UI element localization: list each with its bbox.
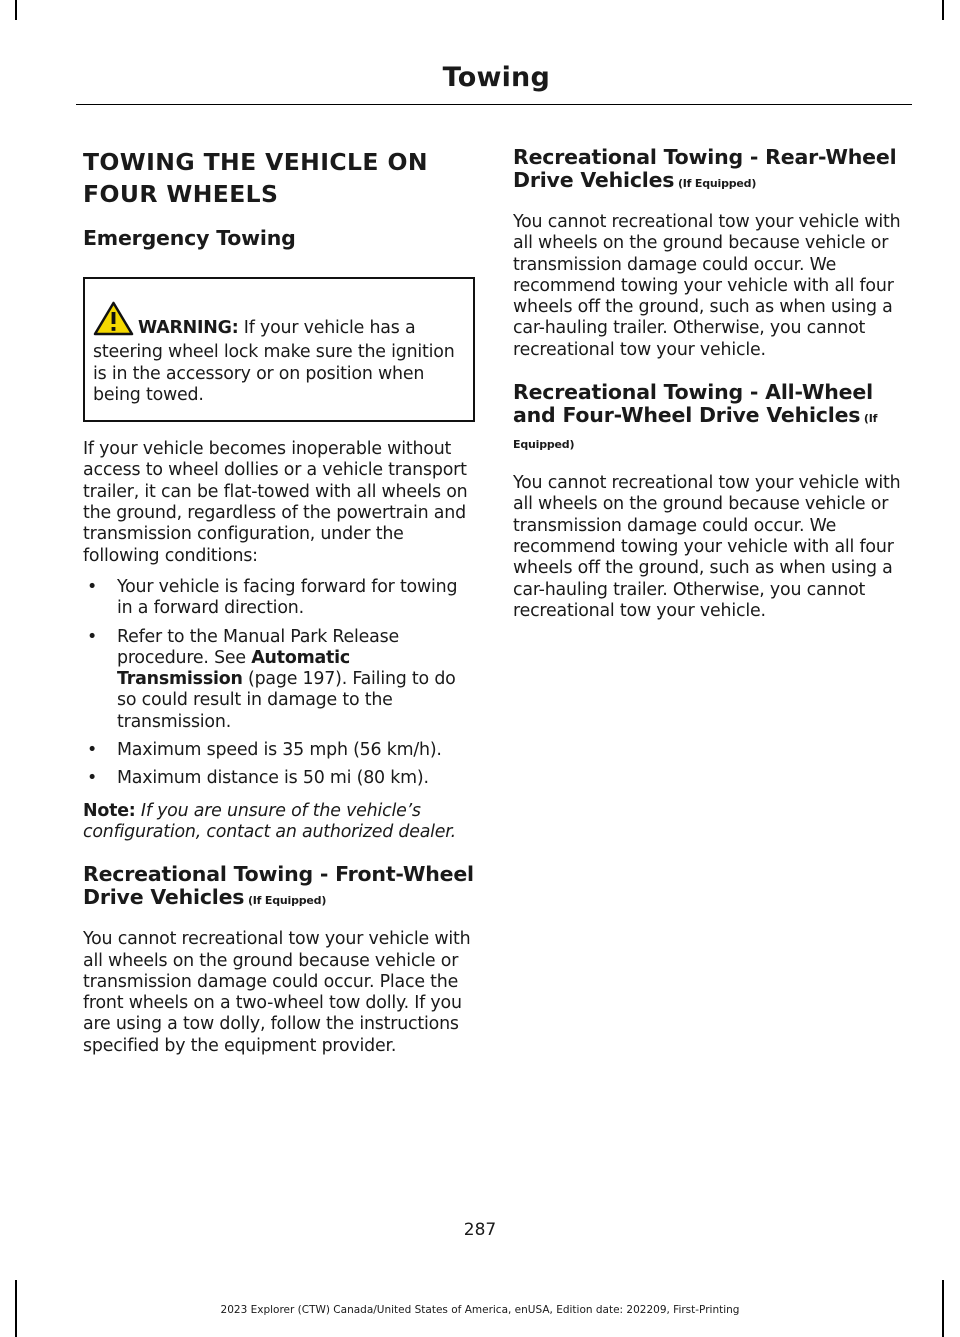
footer-edition-info: 2023 Explorer (CTW) Canada/United States of America, enUSA, Edition date: 202209, First-Printing: [220, 1304, 740, 1316]
bullet-icon: •: [87, 740, 98, 761]
subsection-title-front-wheel-drive: Recreational Towing - Front-Wheel Drive Vehicles (If Equipped): [83, 862, 474, 910]
page-header-title: Towing: [442, 62, 550, 93]
if-equipped-tag: (If Equipped): [513, 412, 878, 452]
header-divider: [76, 104, 912, 105]
list-item-text: Refer to the Manual Park Release procedure. See: [117, 626, 399, 668]
subsection-title-rear-wheel-drive: Recreational Towing - Rear-Wheel Drive Vehicles (If Equipped): [513, 145, 897, 192]
warning-label: WARNING:: [138, 318, 239, 338]
right-column: [513, 146, 905, 622]
crop-mark-top-left: [15, 0, 17, 20]
note-text: If you are unsure of the vehicle’s configuration, contact an authorized dealer.: [83, 800, 456, 842]
list-item-text: Maximum speed is 35 mph (56 km/h).: [117, 740, 442, 761]
warning-text: If your vehicle has a steering wheel lock make sure the ignition is in the accessory or on position when being towed.: [93, 318, 455, 405]
note-label: Note:: [83, 800, 136, 821]
if-equipped-tag: (If Equipped): [674, 177, 757, 190]
if-equipped-tag: (If Equipped): [244, 894, 327, 908]
rear-wheel-drive-paragraph: You cannot recreational tow your vehicle with all wheels on the ground because vehicle or transmission damage could occur. We recommend towing your vehicle with all four wheels off the ground, such as when using a car-hauling trailer. Otherwise, you cannot recreational tow your vehicle.: [513, 212, 901, 360]
left-column: [83, 146, 475, 1057]
section-title: TOWING THE VEHICLE ON FOUR WHEELS: [83, 148, 428, 208]
bullet-icon: •: [87, 768, 98, 789]
list-item-text: Your vehicle is facing forward for towing in a forward direction.: [117, 576, 458, 619]
subsection-title-emergency-towing: Emergency Towing: [83, 226, 296, 250]
crop-mark-top-right: [942, 0, 944, 20]
page-number: 287: [463, 1220, 497, 1240]
list-item: [83, 627, 475, 733]
all-wheel-drive-paragraph: You cannot recreational tow your vehicle with all wheels on the ground because vehicle or transmission damage could occur. We recommend towing your vehicle with all four wheels off the ground, such as when using a car-hauling trailer. Otherwise, you cannot recreational tow your vehicle.: [513, 473, 901, 621]
automatic-transmission-link[interactable]: Automatic Transmission: [117, 647, 351, 690]
bullet-icon: •: [87, 626, 98, 647]
page-reference: (page 197): [242, 669, 342, 690]
list-item: [83, 768, 475, 789]
list-item-text: Maximum distance is 50 mi (80 km).: [117, 768, 429, 789]
note-paragraph: [83, 801, 475, 844]
list-item: [83, 740, 475, 761]
list-item: [83, 577, 475, 620]
intro-paragraph: If your vehicle becomes inoperable without access to wheel dollies or a vehicle transport trailer, it can be flat-towed with all wheels on the ground, regardless of the powertrain and transmission configuration, under the following conditions:: [83, 439, 468, 566]
front-wheel-drive-paragraph: You cannot recreational tow your vehicle with all wheels on the ground because vehicle or transmission damage could occur. Place the front wheels on a two-wheel tow dolly. If you are using a tow dolly, follow the instructions specified by the equipment provider.: [83, 929, 471, 1056]
subsection-title-all-wheel-drive: Recreational Towing - All-Wheel and Four-Wheel Drive Vehicles (If Equipped): [513, 380, 878, 452]
list-item-text-cont: . Failing to do so could result in damage to the transmission.: [117, 669, 456, 732]
warning-triangle-icon: [93, 301, 134, 342]
bullet-icon: •: [87, 576, 98, 597]
warning-box: [83, 277, 475, 422]
conditions-list: [83, 577, 475, 790]
